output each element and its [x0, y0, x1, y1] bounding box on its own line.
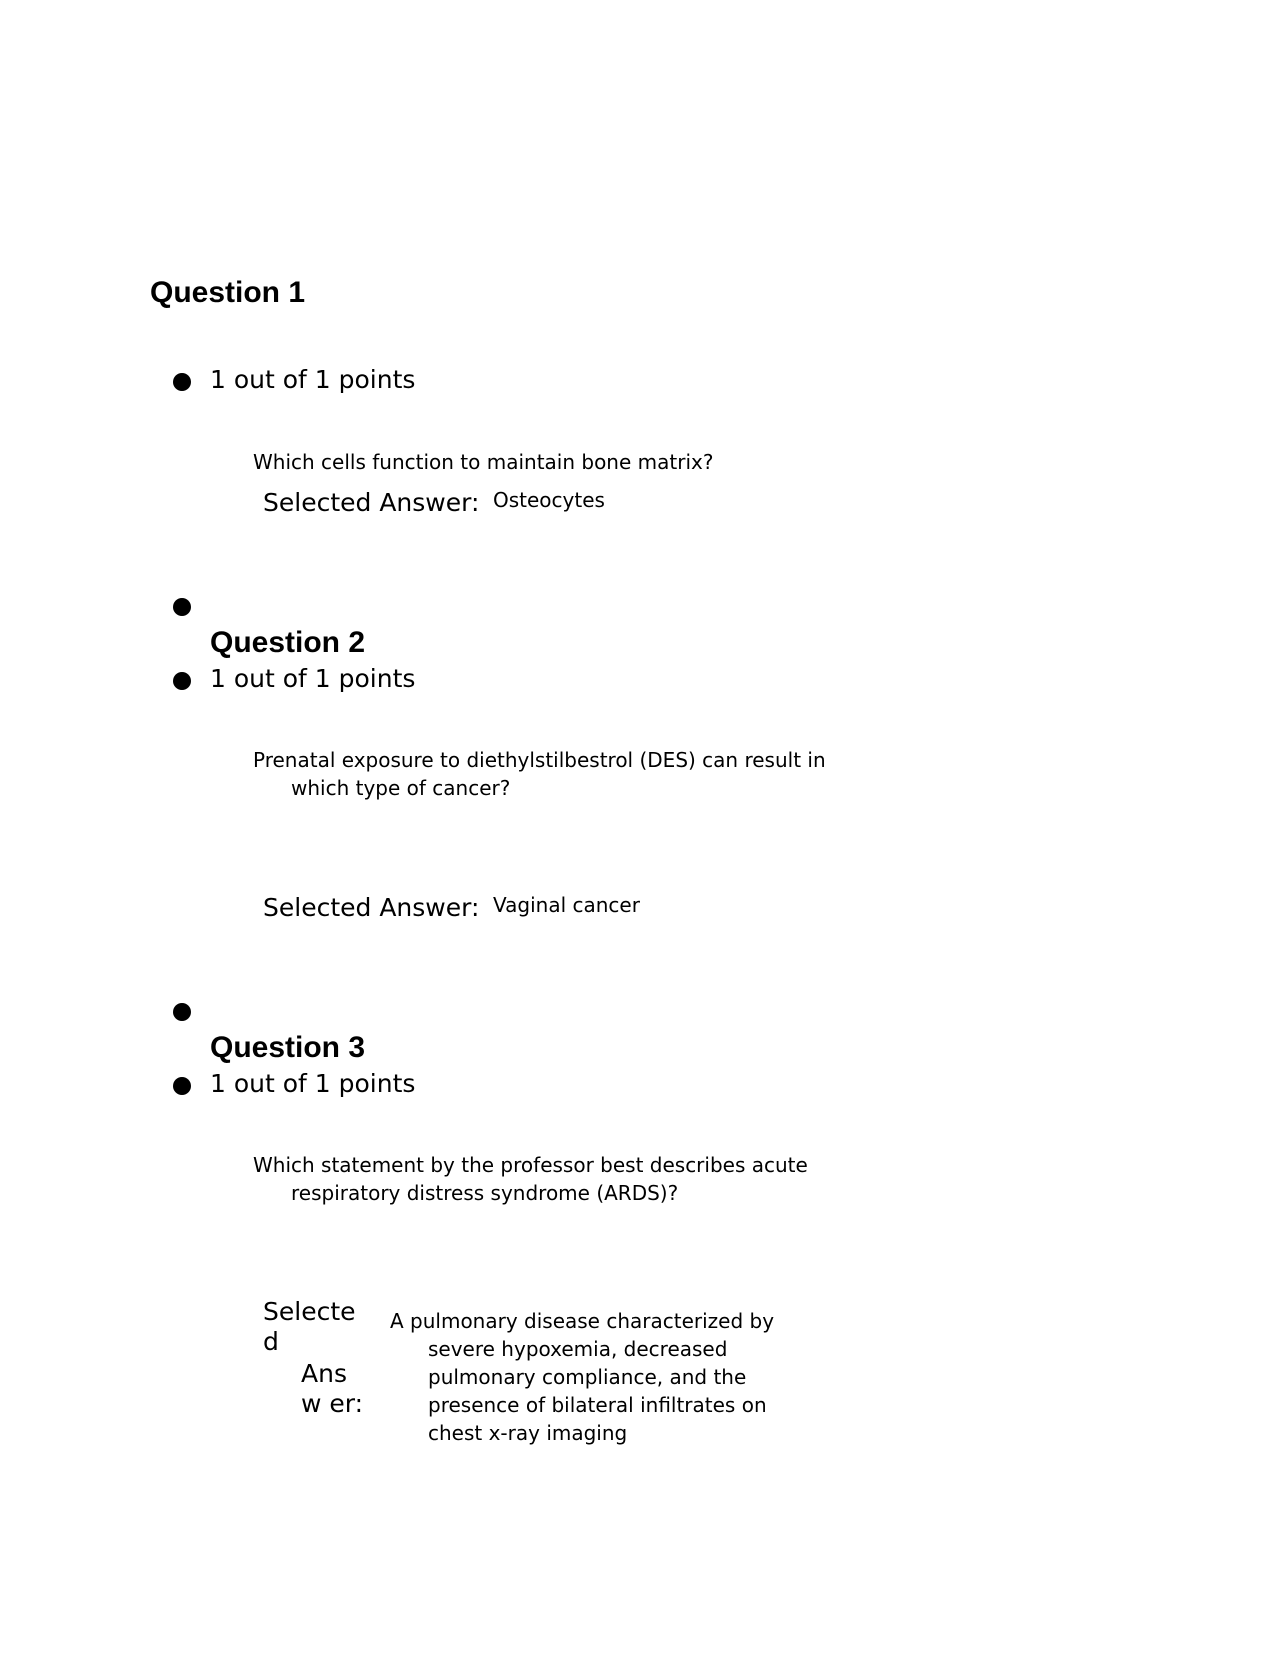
question-3-text-line: respiratory distress syndrome (ARDS)? — [291, 1181, 679, 1205]
question-1-text: Which cells function to maintain bone matrix? — [253, 450, 714, 474]
question-3-text — [253, 1151, 808, 1207]
selected-answer-line: A pulmonary disease characterized by — [390, 1309, 775, 1333]
question-2-selected-answer: Vaginal cancer — [493, 893, 640, 917]
selected-answer-label-line: Ans — [301, 1359, 347, 1388]
question-3-selected-answer-label — [263, 1297, 363, 1419]
selected-answer-line: chest x-ray imaging — [428, 1421, 628, 1445]
question-2-text-line: Prenatal exposure to diethylstilbestrol (DES) can result in — [253, 748, 826, 772]
bullet-icon — [173, 1077, 191, 1095]
selected-answer-label-line: d — [263, 1327, 279, 1356]
selected-answer-line: presence of bilateral infiltrates on — [428, 1393, 767, 1417]
selected-answer-label-line: w er: — [301, 1389, 364, 1418]
selected-answer-line: pulmonary compliance, and the — [428, 1365, 747, 1389]
question-1-selected-answer: Osteocytes — [493, 488, 605, 512]
question-1-points: 1 out of 1 points — [210, 365, 416, 394]
bullet-icon — [173, 598, 191, 616]
selected-answer-label-line: Selecte — [263, 1297, 356, 1326]
question-2-text — [253, 746, 826, 802]
question-3-points: 1 out of 1 points — [210, 1069, 416, 1098]
bullet-icon — [173, 1003, 191, 1021]
question-3-heading: Question 3 — [210, 1031, 366, 1064]
bullet-icon — [173, 672, 191, 690]
question-1-selected-answer-label: Selected Answer: — [263, 488, 480, 517]
selected-answer-line: severe hypoxemia, decreased — [428, 1337, 728, 1361]
question-2-heading: Question 2 — [210, 626, 366, 659]
question-2-text-line: which type of cancer? — [291, 776, 511, 800]
question-2-points: 1 out of 1 points — [210, 664, 416, 693]
question-3-selected-answer — [390, 1307, 774, 1447]
question-3-text-line: Which statement by the professor best describes acute — [253, 1153, 808, 1177]
question-2-selected-answer-label: Selected Answer: — [263, 893, 480, 922]
question-1-heading: Question 1 — [150, 276, 306, 309]
bullet-icon — [173, 373, 191, 391]
